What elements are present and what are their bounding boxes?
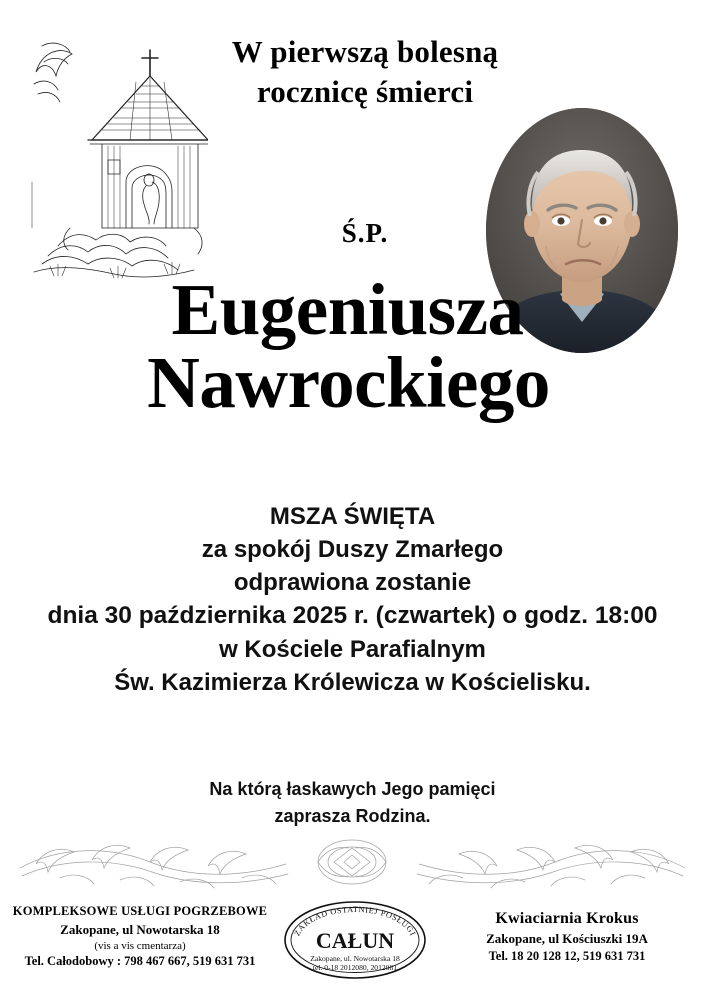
stamp-top-text: ZAKŁAD OSTATNIEJ POSŁUGI <box>292 904 418 938</box>
funeral-services-address: Zakopane, ul Nowotarska 18 <box>60 922 220 937</box>
mass-date-time: dnia 30 października 2025 r. (czwartek) o godz. 18:00 <box>47 602 658 630</box>
mass-line-2: za spokój Duszy Zmarłego <box>201 536 504 564</box>
mass-line-5: w Kościele Parafialnym <box>219 636 486 664</box>
mass-church: Św. Kazimierza Królewicza w Kościelisku. <box>114 669 591 697</box>
headline <box>200 32 530 111</box>
invitation <box>0 776 705 830</box>
mass-line-3: odprawiona zostanie <box>233 569 472 597</box>
chapel-illustration-icon <box>18 32 208 282</box>
stamp-phone: tel. 0-18 2012080, 2012081 <box>312 963 398 972</box>
header-zone <box>0 18 705 288</box>
footer-funeral-services <box>12 904 268 971</box>
deceased-name <box>0 269 705 424</box>
invitation-line-1: Na którą łaskawych Jego pamięci <box>209 779 496 799</box>
deceased-first-name: Eugeniusza <box>171 269 524 350</box>
ornamental-divider <box>0 828 705 898</box>
funeral-services-phone: Tel. Całodobowy : 798 467 667, 519 631 731 <box>24 954 256 968</box>
stamp-address: Zakopane, ul. Nowotarska 18 <box>310 954 400 963</box>
mass-line-1: MSZA ŚWIĘTA <box>269 503 436 530</box>
company-stamp-logo <box>282 898 428 982</box>
funeral-services-title: KOMPLEKSOWE USŁUGI POGRZEBOWE <box>12 904 268 918</box>
footer-florist <box>439 910 695 966</box>
honorific-label: Ś.P. <box>341 218 389 248</box>
headline-line-2: rocznicę śmierci <box>256 73 474 109</box>
mass-details <box>0 500 705 699</box>
deceased-last-name: Nawrockiego <box>147 342 550 424</box>
florist-address: Zakopane, ul Kościuszki 19A <box>486 931 648 946</box>
headline-line-1: W pierwszą bolesną <box>231 34 499 69</box>
invitation-line-2: zaprasza Rodzina. <box>274 806 431 826</box>
footer <box>0 898 705 990</box>
stamp-company-name: CAŁUN <box>315 928 395 953</box>
florist-phone: Tel. 18 20 128 12, 519 631 731 <box>488 949 646 963</box>
funeral-services-note: (vis a vis cmentarza) <box>94 940 186 952</box>
florist-title: Kwiaciarnia Krokus <box>495 910 639 927</box>
